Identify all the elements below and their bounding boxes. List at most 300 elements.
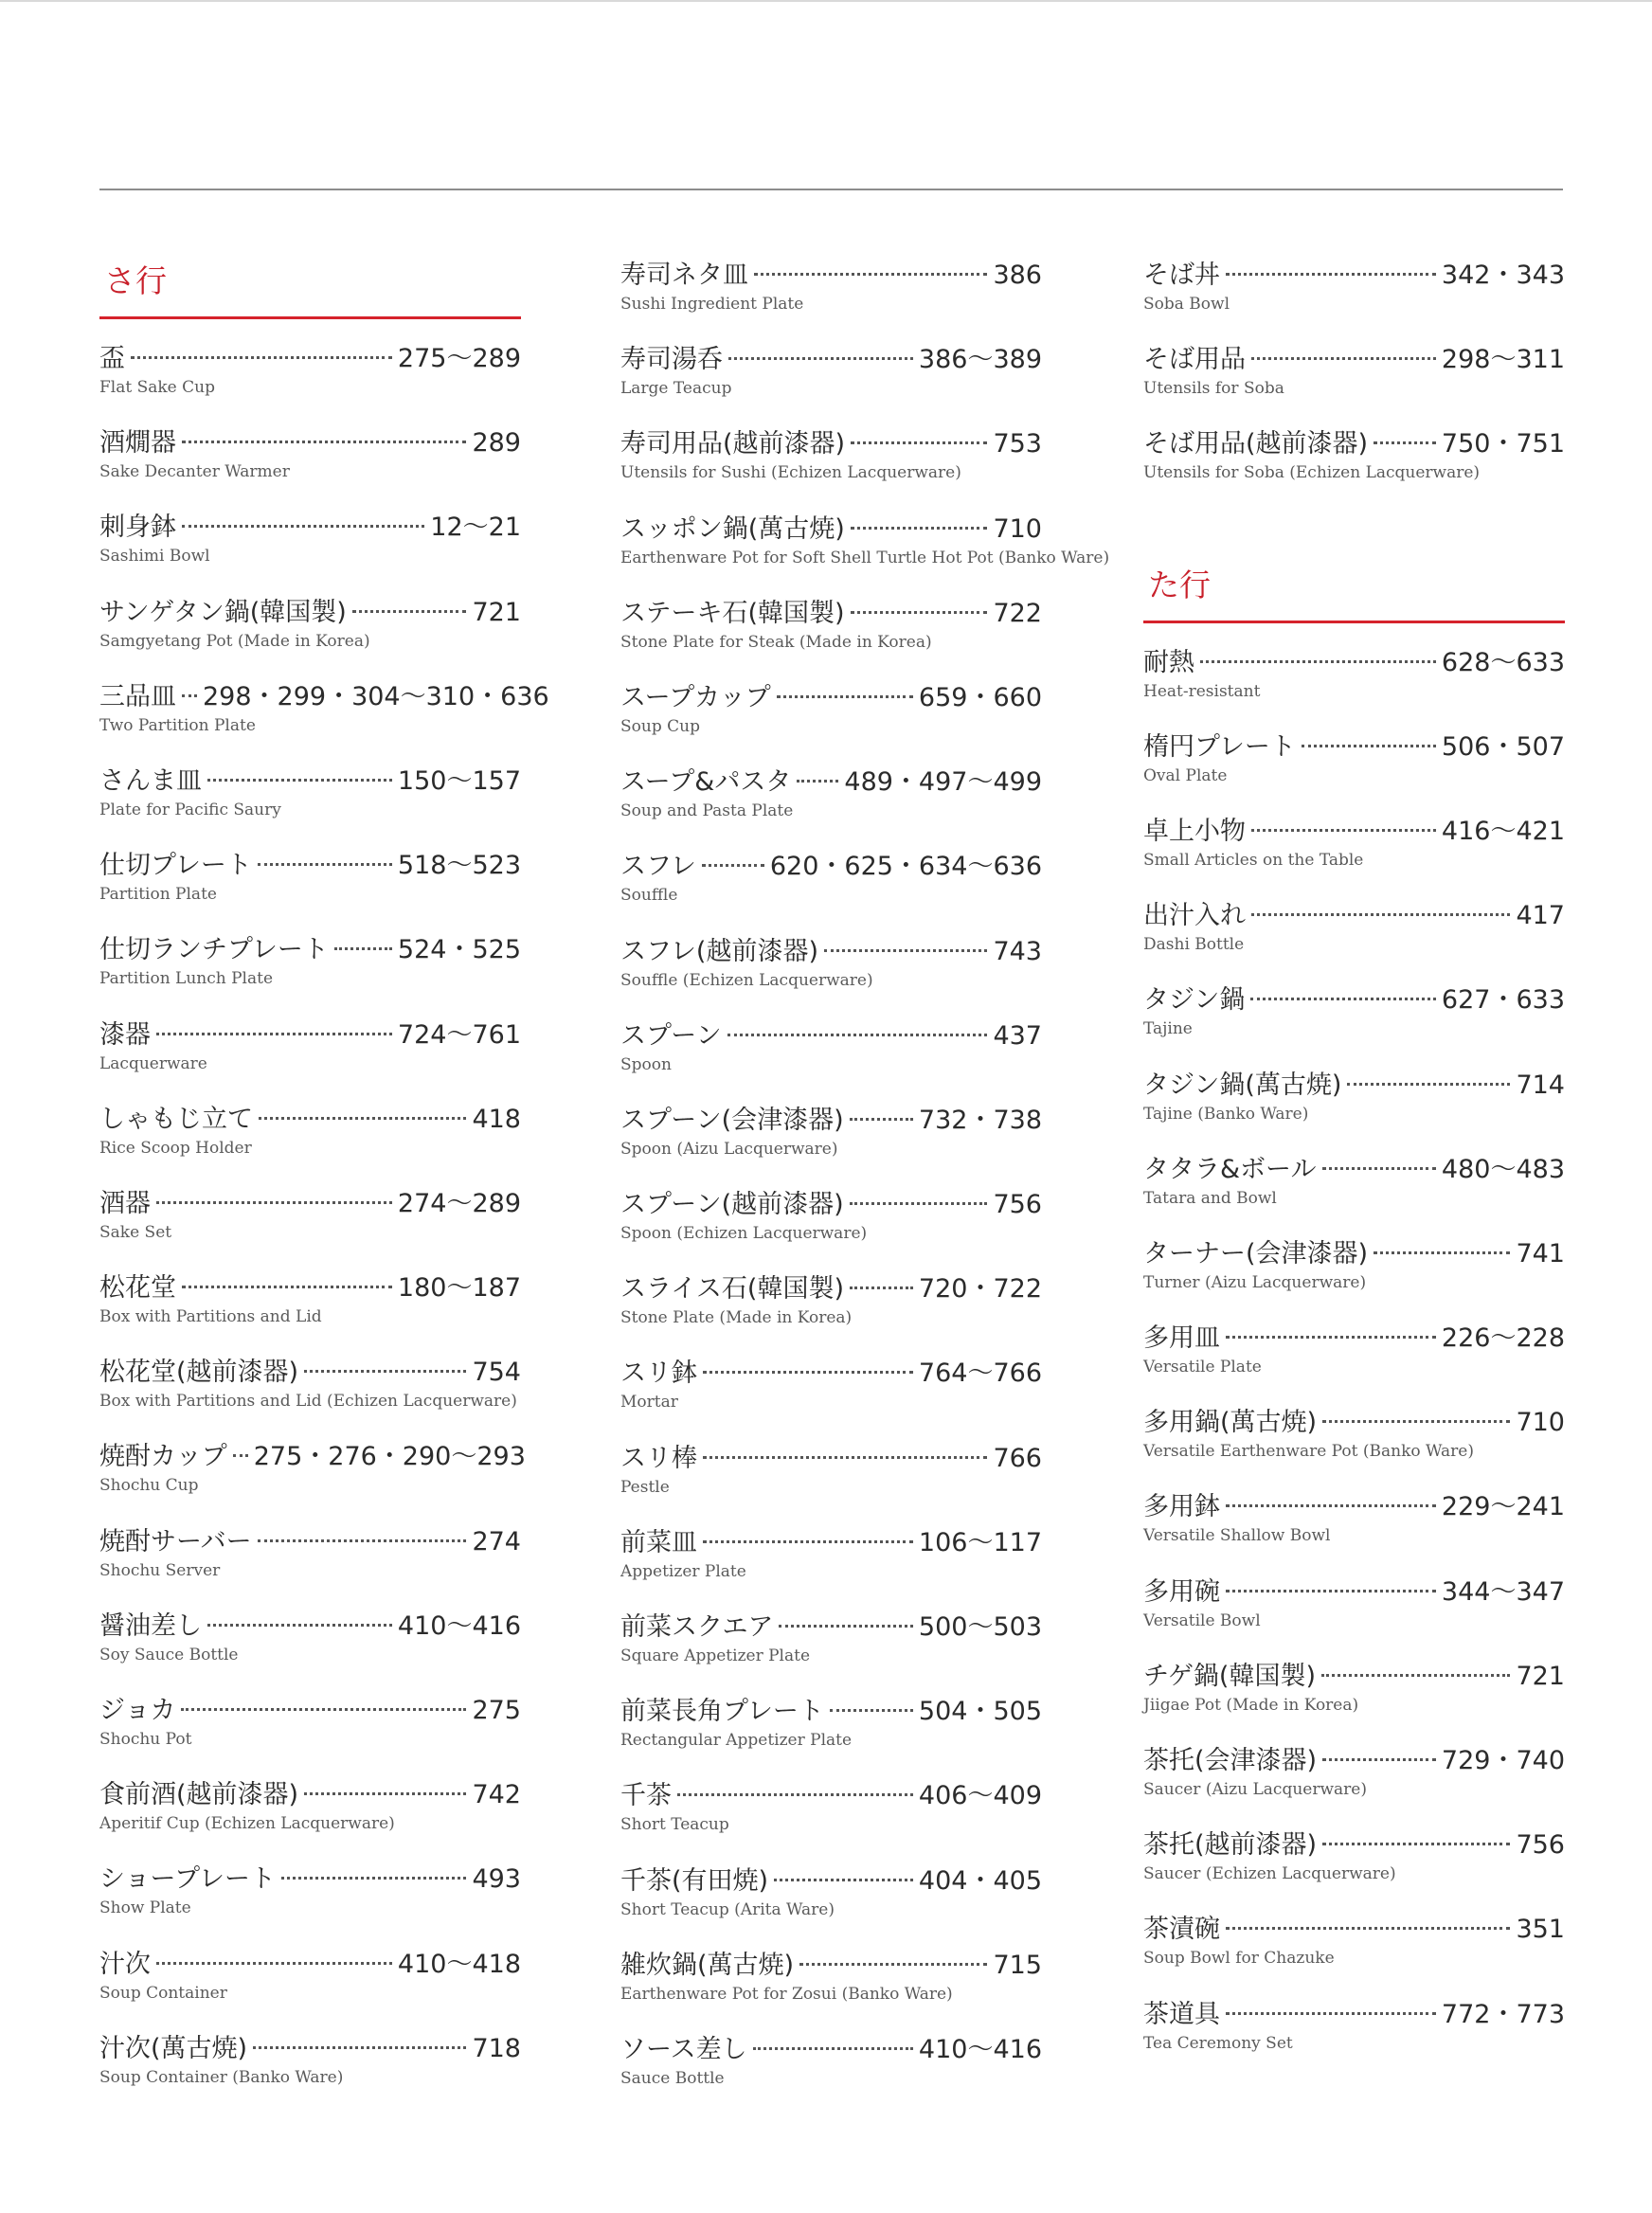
entry-english: Stone Plate for Steak (Made in Korea) — [620, 632, 932, 652]
index-entry — [1143, 1068, 1565, 1152]
index-entry — [1143, 1405, 1565, 1489]
entry-row — [99, 1777, 521, 1813]
leader-dots — [258, 863, 392, 866]
entry-english: Utensils for Soba — [1143, 379, 1284, 399]
leader-dots — [1374, 441, 1436, 444]
leader-dots — [258, 1539, 467, 1542]
index-entry — [1143, 1659, 1565, 1743]
entry-pages: 742 — [472, 1780, 521, 1810]
entry-row — [1143, 1659, 1565, 1695]
index-entry — [1143, 258, 1565, 342]
entry-english: Box with Partitions and Lid (Echizen Lacquerware) — [99, 1392, 517, 1412]
entry-pages: 298〜311 — [1441, 345, 1565, 375]
leader-dots — [850, 1118, 913, 1121]
leader-dots — [1322, 1167, 1436, 1170]
entry-english: Two Partition Plate — [99, 715, 256, 735]
leader-dots — [851, 527, 988, 530]
entry-english: Mortar — [620, 1393, 678, 1412]
leader-dots — [131, 356, 392, 359]
index-entry — [1143, 1743, 1565, 1827]
entry-pages: 344〜347 — [1441, 1576, 1565, 1607]
entry-english: Versatile Earthenware Pot (Banko Ware) — [1143, 1442, 1474, 1462]
entry-term: 楕円プレート — [1143, 731, 1296, 762]
entry-term: 寿司ネタ皿 — [620, 261, 748, 290]
leader-dots — [1322, 1420, 1510, 1423]
index-entry — [620, 1187, 1042, 1271]
entry-row — [620, 1525, 1042, 1561]
leader-dots — [1374, 1251, 1510, 1254]
entry-pages: 753 — [993, 429, 1042, 459]
entry-english: Sauce Bottle — [620, 2068, 725, 2088]
index-entry — [620, 680, 1042, 765]
entry-row — [1143, 426, 1565, 462]
entry-pages: 410〜418 — [397, 1949, 521, 1979]
leader-dots — [851, 441, 987, 444]
entry-term: しゃもじ立て — [99, 1104, 253, 1134]
index-entry — [1143, 645, 1565, 729]
entry-term: ショープレート — [99, 1864, 277, 1895]
entry-row — [99, 425, 521, 461]
entry-row — [99, 1862, 521, 1898]
entry-pages: 500〜503 — [918, 1612, 1042, 1642]
entry-english: Square Appetizer Plate — [620, 1646, 811, 1665]
entry-pages: 518〜523 — [397, 851, 521, 881]
leader-dots — [850, 1286, 913, 1289]
index-column-1 — [99, 258, 549, 2115]
entry-english: Flat Sake Cup — [99, 378, 215, 397]
entry-english: Oval Plate — [1143, 765, 1228, 785]
entry-row — [620, 1948, 1042, 1984]
leader-dots — [1226, 273, 1436, 276]
index-entry — [620, 1863, 1042, 1948]
index-entry — [1143, 982, 1565, 1067]
leader-dots — [1250, 998, 1436, 1000]
entry-row — [99, 2031, 521, 2067]
leader-dots — [779, 1625, 912, 1628]
index-entry — [99, 848, 521, 932]
leader-dots — [830, 1709, 913, 1712]
leader-dots — [1226, 1336, 1436, 1339]
index-entry — [1143, 426, 1565, 511]
entry-pages: 620・625・634〜636 — [769, 852, 1042, 882]
section-underline — [99, 316, 521, 319]
entry-term: 仕切ランチプレート — [99, 935, 329, 965]
leader-dots — [677, 1793, 913, 1796]
entry-term: 焼酎カップ — [99, 1442, 227, 1472]
entry-english: Earthenware Pot for Soft Shell Turtle Hot Pot (Banko Ware) — [620, 548, 1110, 567]
index-entry — [99, 595, 521, 679]
leader-dots — [753, 2047, 913, 2050]
entry-term: チゲ鍋(韓国製) — [1143, 1661, 1316, 1691]
entry-term: 耐熱 — [1143, 647, 1194, 677]
entry-row — [620, 1610, 1042, 1646]
entry-pages: 720・722 — [918, 1274, 1042, 1304]
entry-row — [620, 342, 1042, 378]
leader-dots — [253, 2046, 466, 2049]
index-entry — [620, 1356, 1042, 1440]
entry-pages: 418 — [472, 1104, 521, 1134]
entry-row — [620, 1778, 1042, 1814]
entry-pages: 489・497〜499 — [844, 767, 1042, 798]
entry-pages: 437 — [993, 1020, 1042, 1051]
leader-dots — [1226, 1504, 1436, 1507]
index-entry — [1143, 729, 1565, 814]
entry-row — [1143, 1152, 1565, 1188]
leader-dots — [156, 1962, 392, 1965]
entry-row — [1143, 1743, 1565, 1779]
entry-row — [620, 1103, 1042, 1139]
entry-english: Small Articles on the Table — [1143, 850, 1364, 870]
entry-row — [1143, 1912, 1565, 1948]
leader-dots — [703, 1371, 913, 1374]
entry-term: 卓上小物 — [1143, 816, 1246, 846]
entry-row — [620, 765, 1042, 801]
entry-term: スプーン — [620, 1020, 722, 1051]
entry-pages: 417 — [1516, 901, 1565, 931]
entry-pages: 766 — [993, 1443, 1042, 1473]
leader-dots — [702, 864, 764, 867]
index-entry — [620, 1525, 1042, 1610]
index-entry — [620, 1948, 1042, 2032]
entry-english: Turner (Aizu Lacquerware) — [1143, 1272, 1367, 1292]
page-top-edge — [0, 0, 1652, 2]
entry-pages: 480〜483 — [1441, 1154, 1565, 1184]
index-entry — [620, 849, 1042, 933]
entry-english: Spoon (Echizen Lacquerware) — [620, 1224, 868, 1244]
leader-dots — [824, 949, 987, 952]
entry-pages: 628〜633 — [1441, 647, 1565, 677]
entry-pages: 659・660 — [918, 682, 1042, 712]
entry-english: Soba Bowl — [1143, 295, 1230, 314]
index-entry — [620, 1271, 1042, 1356]
entry-term: 酒燗器 — [99, 428, 176, 459]
entry-english: Lacquerware — [99, 1053, 207, 1073]
entry-term: ターナー(会津漆器) — [1143, 1238, 1369, 1268]
entry-row — [1143, 645, 1565, 681]
leader-dots — [182, 694, 197, 697]
entry-pages: 226〜228 — [1441, 1323, 1565, 1354]
entry-row — [620, 426, 1042, 462]
entry-row — [99, 1102, 521, 1138]
entry-row — [620, 1187, 1042, 1223]
entry-english: Sashimi Bowl — [99, 547, 210, 567]
entry-row — [620, 680, 1042, 716]
index-entry — [99, 679, 549, 764]
leader-dots — [1302, 745, 1436, 747]
entry-term: 茶道具 — [1143, 1999, 1220, 2029]
leader-dots — [851, 611, 988, 614]
leader-dots — [1322, 1758, 1436, 1761]
index-entry — [620, 342, 1042, 426]
entry-term: 茶漬碗 — [1143, 1915, 1220, 1945]
entry-row — [99, 932, 521, 968]
entry-english: Partition Plate — [99, 885, 217, 905]
entry-english: Rectangular Appetizer Plate — [620, 1731, 853, 1751]
index-entry — [1143, 1321, 1565, 1405]
entry-pages: 342・343 — [1441, 261, 1565, 290]
entry-term: そば丼 — [1143, 261, 1220, 290]
entry-row — [99, 1270, 521, 1306]
leader-dots — [777, 695, 913, 698]
entry-english: Versatile Bowl — [1143, 1610, 1261, 1630]
index-entry — [99, 764, 521, 848]
entry-row — [1143, 342, 1565, 378]
index-entry — [99, 2031, 521, 2115]
leader-dots — [754, 273, 987, 276]
index-entry — [99, 1777, 521, 1862]
entry-pages: 743 — [993, 936, 1042, 966]
entry-english: Samgyetang Pot (Made in Korea) — [99, 631, 370, 651]
entry-term: スライス石(韓国製) — [620, 1274, 844, 1304]
entry-english: Tajine (Banko Ware) — [1143, 1104, 1309, 1124]
leader-dots — [1226, 1590, 1436, 1592]
leader-dots — [259, 1117, 466, 1120]
entry-pages: 275〜289 — [397, 344, 521, 373]
leader-dots — [182, 1286, 392, 1288]
entry-term: 茶托(会津漆器) — [1143, 1746, 1318, 1775]
entry-english: Show Plate — [99, 1898, 191, 1918]
entry-pages: 386 — [993, 261, 1042, 290]
leader-dots — [1347, 1083, 1510, 1086]
entry-pages: 150〜157 — [397, 765, 521, 796]
entry-english: Soup Bowl for Chazuke — [1143, 1949, 1335, 1969]
entry-row — [99, 1355, 521, 1391]
entry-pages: 506・507 — [1441, 731, 1565, 762]
entry-term: 三品皿 — [99, 681, 176, 711]
entry-row — [1143, 814, 1565, 850]
entry-term: スプーン(越前漆器) — [620, 1190, 844, 1220]
entry-english: Souffle — [620, 886, 678, 906]
entry-term: 焼酎サーバー — [99, 1526, 252, 1556]
entry-term: 刺身鉢 — [99, 513, 176, 543]
index-entry — [620, 258, 1042, 342]
entry-english: Utensils for Sushi (Echizen Lacquerware) — [620, 463, 961, 483]
leader-dots — [850, 1202, 988, 1205]
index-entry — [99, 1270, 521, 1355]
entry-term: スフレ(越前漆器) — [620, 936, 818, 966]
leader-dots — [1200, 660, 1436, 663]
leader-dots — [182, 525, 424, 528]
entry-pages: 524・525 — [397, 935, 521, 965]
index-entry — [620, 934, 1042, 1018]
index-entry — [620, 596, 1042, 680]
leader-dots — [1251, 357, 1436, 360]
entry-english: Plate for Pacific Saury — [99, 800, 281, 819]
index-entry — [99, 1186, 521, 1270]
entry-english: Soup Container — [99, 1983, 227, 2003]
entry-row — [620, 1271, 1042, 1307]
entry-english: Soup and Pasta Plate — [620, 801, 794, 821]
entry-english: Short Teacup — [620, 1815, 729, 1835]
entry-row — [1143, 1321, 1565, 1357]
entry-english: Saucer (Aizu Lacquerware) — [1143, 1780, 1367, 1799]
entry-pages: 386〜389 — [918, 345, 1042, 375]
entry-pages: 710 — [993, 513, 1042, 544]
entry-pages: 754 — [472, 1358, 521, 1388]
entry-term: 雑炊鍋(萬古焼) — [620, 1950, 795, 1980]
entry-english: Souffle (Echizen Lacquerware) — [620, 970, 873, 990]
entry-pages: 756 — [1516, 1830, 1565, 1861]
entry-row — [99, 1186, 521, 1222]
index-column-2 — [620, 258, 1110, 2116]
leader-dots — [207, 1624, 392, 1627]
entry-term: スリ棒 — [620, 1443, 697, 1473]
entry-english: Tajine — [1143, 1019, 1193, 1039]
entry-term: 醤油差し — [99, 1610, 202, 1641]
entry-pages: 289 — [472, 428, 521, 459]
index-entry — [1143, 1489, 1565, 1574]
entry-term: 出汁入れ — [1143, 901, 1246, 931]
entry-pages: 298・299・304〜310・636 — [203, 681, 549, 711]
entry-term: そば用品 — [1143, 345, 1246, 375]
entry-term: 酒器 — [99, 1188, 151, 1218]
entry-pages: 729・740 — [1441, 1746, 1565, 1775]
entry-term: タタラ&ボール — [1143, 1154, 1317, 1184]
index-entry — [620, 1778, 1042, 1862]
leader-dots — [1226, 1927, 1510, 1930]
entry-english: Sushi Ingredient Plate — [620, 295, 804, 314]
entry-english: Shochu Cup — [99, 1476, 199, 1496]
index-entry — [620, 765, 1042, 849]
entry-term: タジン鍋 — [1143, 985, 1246, 1016]
entry-row — [620, 1694, 1042, 1730]
entry-pages: 274 — [472, 1526, 521, 1556]
index-entry — [99, 1862, 521, 1946]
index-entry — [99, 1524, 521, 1609]
index-entry — [1143, 814, 1565, 898]
header-rule — [99, 189, 1563, 190]
leader-dots — [703, 1540, 913, 1543]
section-title: さ行 — [104, 262, 167, 299]
entry-pages: 756 — [993, 1190, 1042, 1220]
section-heading — [99, 258, 521, 341]
entry-row — [99, 341, 521, 377]
entry-term: そば用品(越前漆器) — [1143, 429, 1369, 459]
entry-pages: 106〜117 — [918, 1527, 1042, 1557]
entry-pages: 406〜409 — [918, 1781, 1042, 1811]
entry-term: スリ鉢 — [620, 1358, 697, 1389]
entry-english: Aperitif Cup (Echizen Lacquerware) — [99, 1814, 395, 1834]
entry-english: Saucer (Echizen Lacquerware) — [1143, 1864, 1396, 1884]
leader-dots — [182, 441, 466, 443]
index-entry — [99, 1947, 521, 2031]
entry-row — [1143, 1827, 1565, 1863]
entry-pages: 721 — [1516, 1661, 1565, 1691]
index-entry — [99, 1355, 521, 1439]
entry-english: Soup Container (Banko Ware) — [99, 2067, 344, 2087]
index-entry — [1143, 1236, 1565, 1321]
entry-term: さんま皿 — [99, 765, 202, 796]
entry-english: Box with Partitions and Lid — [99, 1307, 322, 1327]
entry-term: スプーン(会津漆器) — [620, 1105, 844, 1135]
entry-pages: 764〜766 — [918, 1358, 1042, 1389]
leader-dots — [774, 1879, 913, 1881]
leader-dots — [334, 947, 392, 950]
entry-row — [1143, 1236, 1565, 1272]
entry-pages: 416〜421 — [1441, 816, 1565, 846]
entry-pages: 718 — [472, 2033, 521, 2063]
index-entry — [99, 425, 521, 510]
entry-english: Rice Scoop Holder — [99, 1138, 252, 1158]
entry-term: 仕切プレート — [99, 851, 252, 881]
entry-term: 松花堂(越前漆器) — [99, 1358, 299, 1388]
entry-pages: 721 — [472, 597, 521, 627]
entry-english: Pestle — [620, 1477, 670, 1497]
leader-dots — [727, 1034, 988, 1036]
entry-pages: 741 — [1516, 1238, 1565, 1268]
entry-english: Versatile Shallow Bowl — [1143, 1526, 1331, 1546]
entry-term: サンゲタン鍋(韓国製) — [99, 597, 347, 627]
entry-term: 多用皿 — [1143, 1323, 1220, 1354]
index-entry — [99, 1102, 521, 1186]
entry-pages: 351 — [1516, 1915, 1565, 1945]
leader-dots — [304, 1370, 466, 1373]
entry-row — [620, 1441, 1042, 1477]
entry-term: 千茶(有田焼) — [620, 1865, 769, 1896]
entry-row — [1143, 1068, 1565, 1104]
index-entry — [99, 341, 521, 425]
entry-pages: 275 — [472, 1696, 521, 1725]
entry-row — [1143, 1489, 1565, 1525]
index-entry — [99, 932, 521, 1017]
entry-term: 松花堂 — [99, 1273, 176, 1304]
leader-dots — [156, 1201, 392, 1204]
index-entry — [99, 1439, 526, 1523]
entry-english: Tea Ceremony Set — [1143, 2033, 1293, 2053]
leader-dots — [352, 610, 467, 613]
entry-english: Appetizer Plate — [620, 1561, 746, 1581]
index-entry — [1143, 1912, 1565, 1996]
entry-row — [99, 1439, 526, 1475]
entry-english: Short Teacup (Arita Ware) — [620, 1899, 835, 1919]
leader-dots — [304, 1792, 466, 1795]
leader-dots — [1251, 829, 1436, 832]
leader-dots — [799, 1963, 987, 1966]
entry-english: Soy Sauce Bottle — [99, 1645, 239, 1664]
entry-term: 盃 — [99, 344, 125, 373]
entry-term: 前菜皿 — [620, 1527, 697, 1557]
entry-row — [99, 1609, 521, 1645]
entry-row — [620, 512, 1042, 548]
entry-english: Sake Decanter Warmer — [99, 462, 290, 482]
leader-dots — [233, 1454, 248, 1457]
index-entry — [620, 1610, 1042, 1694]
leader-dots — [156, 1033, 392, 1035]
entry-term: 寿司用品(越前漆器) — [620, 429, 846, 459]
entry-english: Large Teacup — [620, 379, 732, 399]
entry-row — [620, 849, 1042, 885]
entry-term: 千茶 — [620, 1781, 672, 1811]
entry-term: スープ&パスタ — [620, 767, 792, 798]
entry-row — [99, 848, 521, 884]
section-title: た行 — [1148, 566, 1211, 603]
entry-english: Spoon (Aizu Lacquerware) — [620, 1139, 838, 1159]
entry-english: Tatara and Bowl — [1143, 1188, 1277, 1208]
index-entry — [620, 512, 1110, 596]
entry-row — [1143, 729, 1565, 765]
entry-term: スフレ — [620, 852, 696, 882]
entry-row — [620, 934, 1042, 970]
entry-term: ステーキ石(韓国製) — [620, 598, 845, 628]
entry-pages: 275・276・290〜293 — [253, 1442, 526, 1472]
leader-dots — [1322, 1843, 1510, 1845]
entry-english: Soup Cup — [620, 716, 700, 736]
index-entry — [620, 2032, 1042, 2116]
entry-english: Versatile Plate — [1143, 1358, 1262, 1377]
leader-dots — [797, 780, 838, 783]
index-entry — [1143, 1574, 1565, 1659]
index-entry — [99, 1609, 521, 1693]
